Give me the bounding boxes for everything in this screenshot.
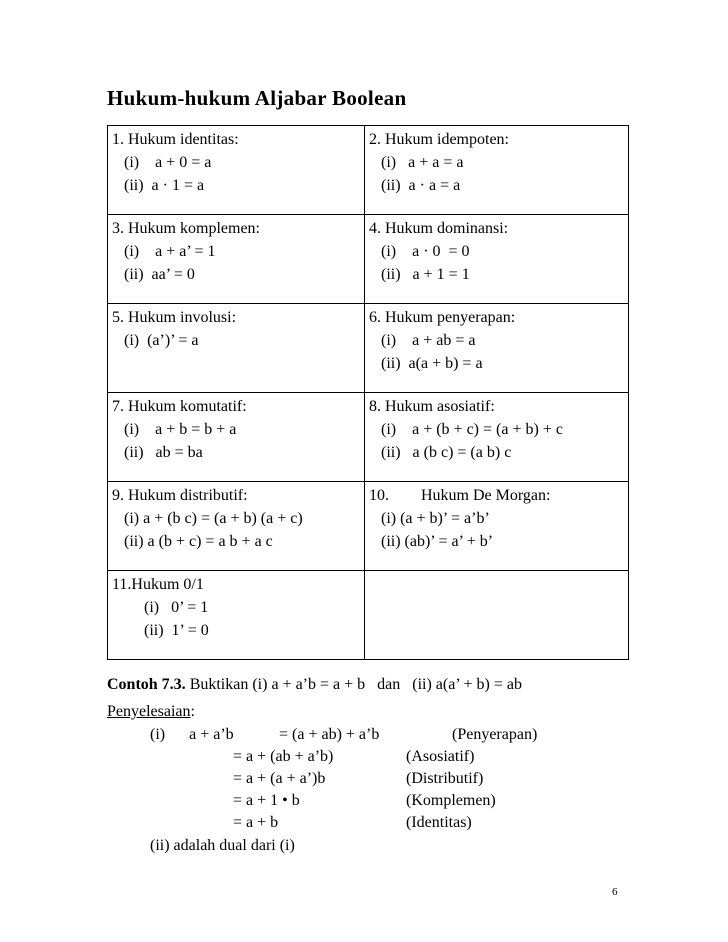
law-cell — [365, 215, 629, 304]
law-item: (ii) a (b + c) = a b + a c — [124, 533, 273, 550]
law-item: (ii) a · a = a — [381, 177, 461, 194]
law-item: (i) a + 0 = a — [124, 154, 212, 171]
law-item: (i) a + (b c) = (a + b) (a + c) — [124, 510, 303, 527]
law-cell — [365, 126, 629, 215]
law-heading: 9. Hukum distributif: — [112, 487, 248, 504]
law-item: (i) (a + b)’ = a’b’ — [381, 510, 490, 527]
law-item: (i) 0’ = 1 — [144, 599, 209, 616]
law-item: (ii) a + 1 = 1 — [381, 266, 470, 283]
proof-step-reason: (Penyerapan) — [452, 726, 538, 743]
proof-step-reason: (Komplemen) — [406, 792, 496, 809]
law-heading: 6. Hukum penyerapan: — [369, 309, 516, 326]
table-row — [108, 215, 629, 304]
law-item: (ii) a · 1 = a — [124, 177, 205, 194]
boolean-laws-table — [107, 125, 629, 660]
law-heading: 3. Hukum komplemen: — [112, 220, 260, 237]
law-item: (i) a + a = a — [381, 154, 464, 171]
law-heading: 4. Hukum dominansi: — [369, 220, 509, 237]
proof-step-expr: = a + 1 • b — [233, 792, 300, 809]
solution-colon: : — [190, 703, 195, 720]
law-heading: 1. Hukum identitas: — [112, 131, 239, 148]
law-heading: 5. Hukum involusi: — [112, 309, 237, 326]
example-line — [107, 676, 522, 694]
law-item: (i) a + b = b + a — [124, 421, 237, 438]
table-row — [108, 482, 629, 571]
empty-cell — [365, 571, 629, 660]
page-number: 6 — [612, 886, 618, 898]
law-item: (ii) 1’ = 0 — [144, 622, 209, 639]
proof-step-expr: = (a + ab) + a’b — [279, 726, 380, 743]
example-label: Contoh 7.3. — [107, 676, 186, 693]
proof-step-reason: (Distributif) — [406, 770, 484, 787]
law-item: (i) a + (b + c) = (a + b) + c — [381, 421, 563, 438]
law-item: (i) a · 0 = 0 — [381, 243, 470, 260]
law-cell — [108, 571, 365, 660]
proof-step-expr: = a + b — [233, 814, 279, 831]
law-item: (ii) a (b c) = (a b) c — [381, 444, 512, 461]
law-cell — [108, 215, 365, 304]
dual-note: (ii) adalah dual dari (i) — [150, 837, 295, 854]
solution-label: Penyelesaian — [107, 703, 191, 720]
law-item: (ii) aa’ = 0 — [124, 266, 195, 283]
law-item: (ii) ab = ba — [124, 444, 203, 461]
law-cell — [108, 304, 365, 393]
law-item: (ii) (ab)’ = a’ + b’ — [381, 533, 494, 550]
table-row — [108, 571, 629, 660]
law-heading: 7. Hukum komutatif: — [112, 398, 247, 415]
law-item: (ii) a(a + b) = a — [381, 355, 483, 372]
law-cell — [365, 482, 629, 571]
page-title: Hukum-hukum Aljabar Boolean — [107, 86, 407, 110]
table-row — [108, 393, 629, 482]
law-cell — [108, 126, 365, 215]
proof-start: (i) a + a’b — [150, 726, 234, 743]
law-cell — [108, 393, 365, 482]
law-item: (i) (a’)’ = a — [124, 332, 199, 349]
table-row — [108, 126, 629, 215]
law-item: (i) a + ab = a — [381, 332, 476, 349]
example-text: Buktikan (i) a + a’b = a + b dan (ii) a(a’ + b) = ab — [185, 676, 522, 693]
law-cell — [108, 482, 365, 571]
table-row — [108, 304, 629, 393]
law-cell — [365, 304, 629, 393]
law-heading: 11.Hukum 0/1 — [112, 576, 204, 593]
law-heading: 2. Hukum idempoten: — [369, 131, 509, 148]
proof-step-expr: = a + (ab + a’b) — [233, 748, 334, 765]
law-heading: 8. Hukum asosiatif: — [369, 398, 495, 415]
proof-step-expr: = a + (a + a’)b — [233, 770, 326, 787]
law-heading: 10. Hukum De Morgan: — [369, 487, 551, 504]
proof-step-reason: (Identitas) — [406, 814, 472, 831]
proof-step-reason: (Asosiatif) — [406, 748, 475, 765]
solution-line — [107, 703, 195, 721]
law-item: (i) a + a’ = 1 — [124, 243, 216, 260]
law-cell — [365, 393, 629, 482]
